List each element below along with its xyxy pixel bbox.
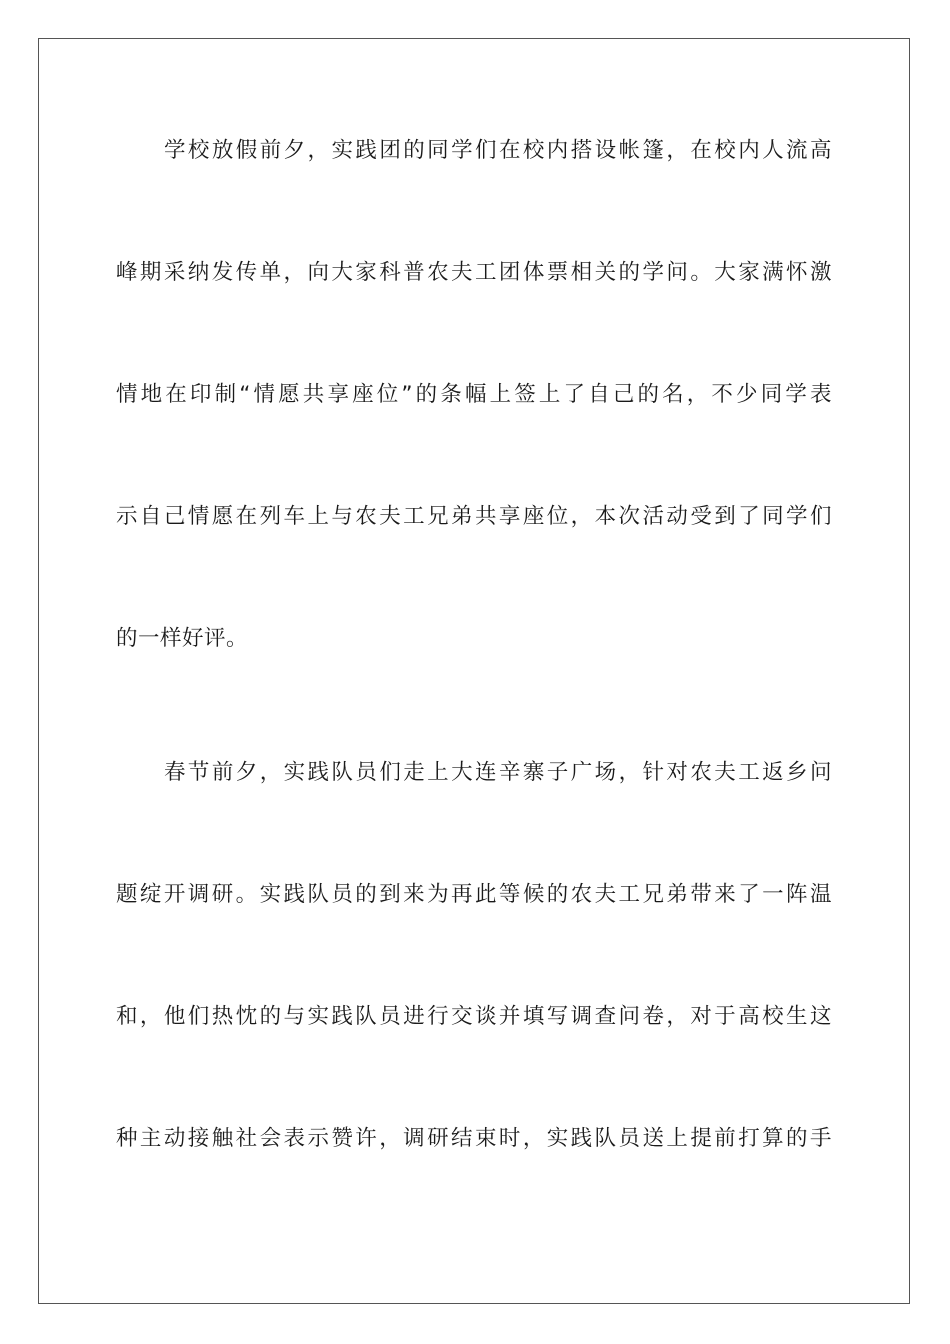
text-line: 题绽开调研。实践队员的到来为再此等候的农夫工兄弟带来了一阵温 [116,882,832,907]
text-line: 示自己情愿在列车上与农夫工兄弟共享座位，本次活动受到了同学们 [116,504,832,529]
text-line: 和，他们热忱的与实践队员进行交谈并填写调查问卷，对于高校生这 [116,1004,832,1029]
text-line: 峰期采纳发传单，向大家科普农夫工团体票相关的学问。大家满怀激 [116,260,832,285]
text-line: 情地在印制“情愿共享座位”的条幅上签上了自己的名，不少同学表 [116,382,832,407]
page-frame [38,38,910,1304]
text-line: 种主动接触社会表示赞许，调研结束时，实践队员送上提前打算的手 [116,1126,832,1151]
text-line: 学校放假前夕，实践团的同学们在校内搭设帐篷，在校内人流高 [164,138,832,163]
text-line: 春节前夕，实践队员们走上大连辛寨子广场，针对农夫工返乡问 [164,760,832,785]
text-line: 的一样好评。 [116,626,249,651]
